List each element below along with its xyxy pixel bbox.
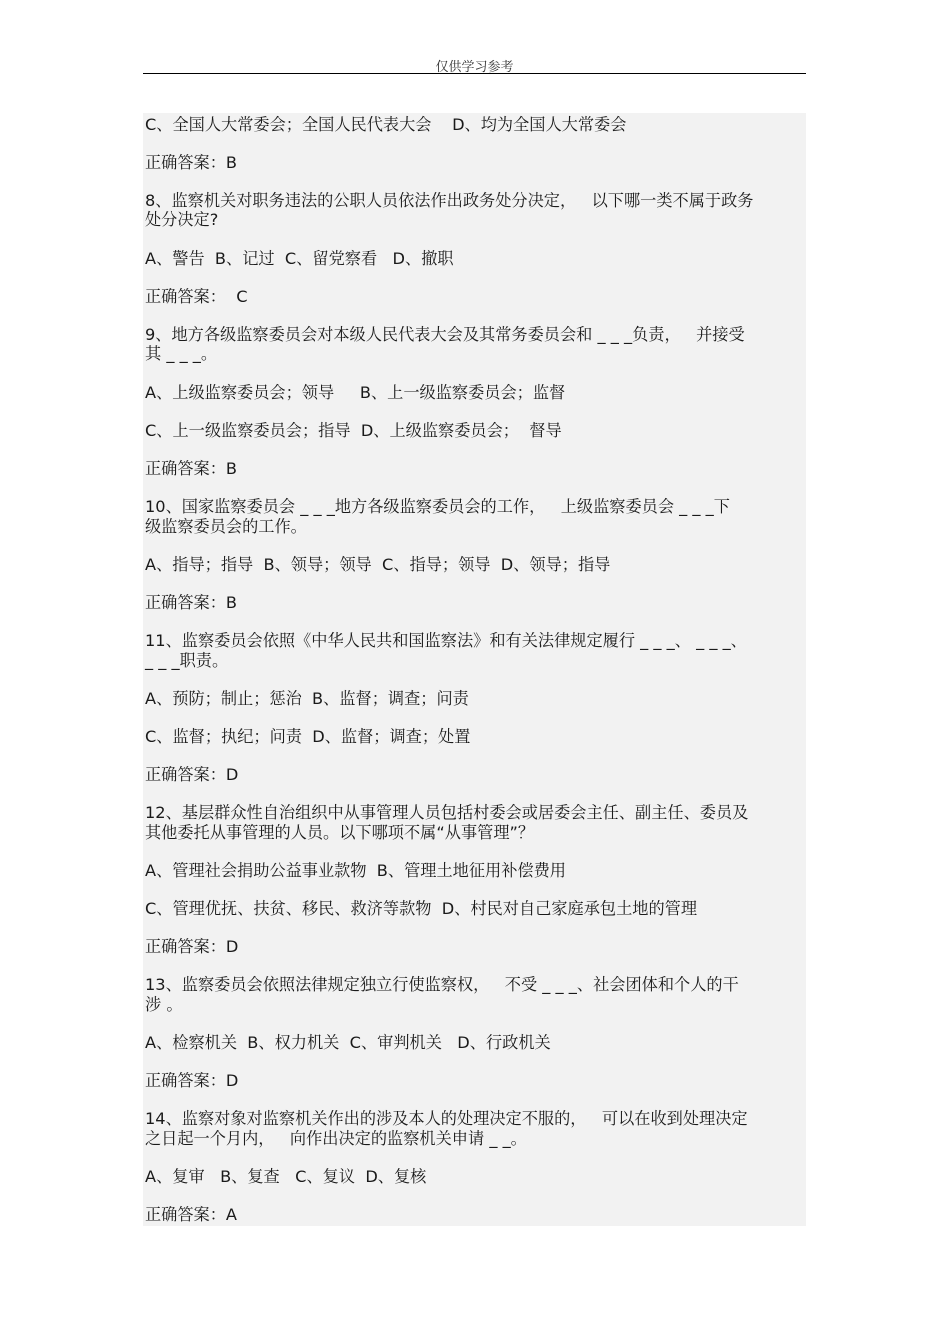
question-line: 11、监察委员会依照《中华人民共和国监察法》和有关法律规定履行 _ _ _、 _ _ _、 <box>145 631 747 650</box>
question-line: 其 _ _ _。 <box>145 344 218 363</box>
option-line: C、全国人大常委会；全国人民代表大会 D、均为全国人大常委会 <box>145 115 627 134</box>
document-body <box>143 113 806 1226</box>
question-line: 14、监察对象对监察机关作出的涉及本人的处理决定不服的， 可以在收到处理决定 <box>145 1109 748 1128</box>
header-divider <box>143 73 806 74</box>
option-line: C、监督；执纪；问责 D、监督；调查；处置 <box>145 727 471 746</box>
page-header: 仅供学习参考 <box>435 60 514 75</box>
option-line: C、上一级监察委员会；指导 D、上级监察委员会； 督导 <box>145 421 562 440</box>
answer-line: 正确答案：A <box>145 1205 238 1224</box>
question-line: 处分决定? <box>145 210 219 229</box>
question-line: 级监察委员会的工作。 <box>145 517 307 536</box>
question-line: 涉 。 <box>145 995 183 1014</box>
answer-line: 正确答案：D <box>145 937 239 956</box>
option-line: A、指导；指导 B、领导；领导 C、指导；领导 D、领导；指导 <box>145 555 611 574</box>
answer-line: 正确答案：B <box>145 153 238 172</box>
answer-line: 正确答案：D <box>145 765 239 784</box>
question-line: 8、监察机关对职务违法的公职人员依法作出政务处分决定， 以下哪一类不属于政务 <box>145 191 754 210</box>
question-line: 13、监察委员会依照法律规定独立行使监察权， 不受 _ _ _、社会团体和个人的干 <box>145 975 739 994</box>
question-line: 其他委托从事管理的人员。以下哪项不属“从事管理”？ <box>145 823 535 842</box>
question-line: 之日起一个月内， 向作出决定的监察机关申请 _ _。 <box>145 1129 527 1148</box>
question-line: _ _ _职责。 <box>145 651 229 670</box>
option-line: A、检察机关 B、权力机关 C、审判机关 D、行政机关 <box>145 1033 551 1052</box>
question-line: 10、国家监察委员会 _ _ _地方各级监察委员会的工作， 上级监察委员会 _ _ _下 <box>145 497 730 516</box>
option-line: A、上级监察委员会；领导 B、上一级监察委员会；监督 <box>145 383 566 402</box>
option-line: C、管理优抚、扶贫、移民、救济等款物 D、村民对自己家庭承包土地的管理 <box>145 899 698 918</box>
option-line: A、警告 B、记过 C、留党察看 D、撤职 <box>145 249 454 268</box>
answer-line: 正确答案：D <box>145 1071 239 1090</box>
answer-line: 正确答案： C <box>145 287 248 306</box>
answer-line: 正确答案：B <box>145 593 238 612</box>
answer-line: 正确答案：B <box>145 459 238 478</box>
option-line: A、管理社会捐助公益事业款物 B、管理土地征用补偿费用 <box>145 861 566 880</box>
question-line: 9、地方各级监察委员会对本级人民代表大会及其常务委员会和 _ _ _负责， 并接受 <box>145 325 745 344</box>
question-line: 12、基层群众性自治组织中从事管理人员包括村委会或居委会主任、副主任、委员及 <box>145 803 749 822</box>
option-line: A、复审 B、复查 C、复议 D、复核 <box>145 1167 427 1186</box>
option-line: A、预防；制止；惩治 B、监督；调查；问责 <box>145 689 469 708</box>
